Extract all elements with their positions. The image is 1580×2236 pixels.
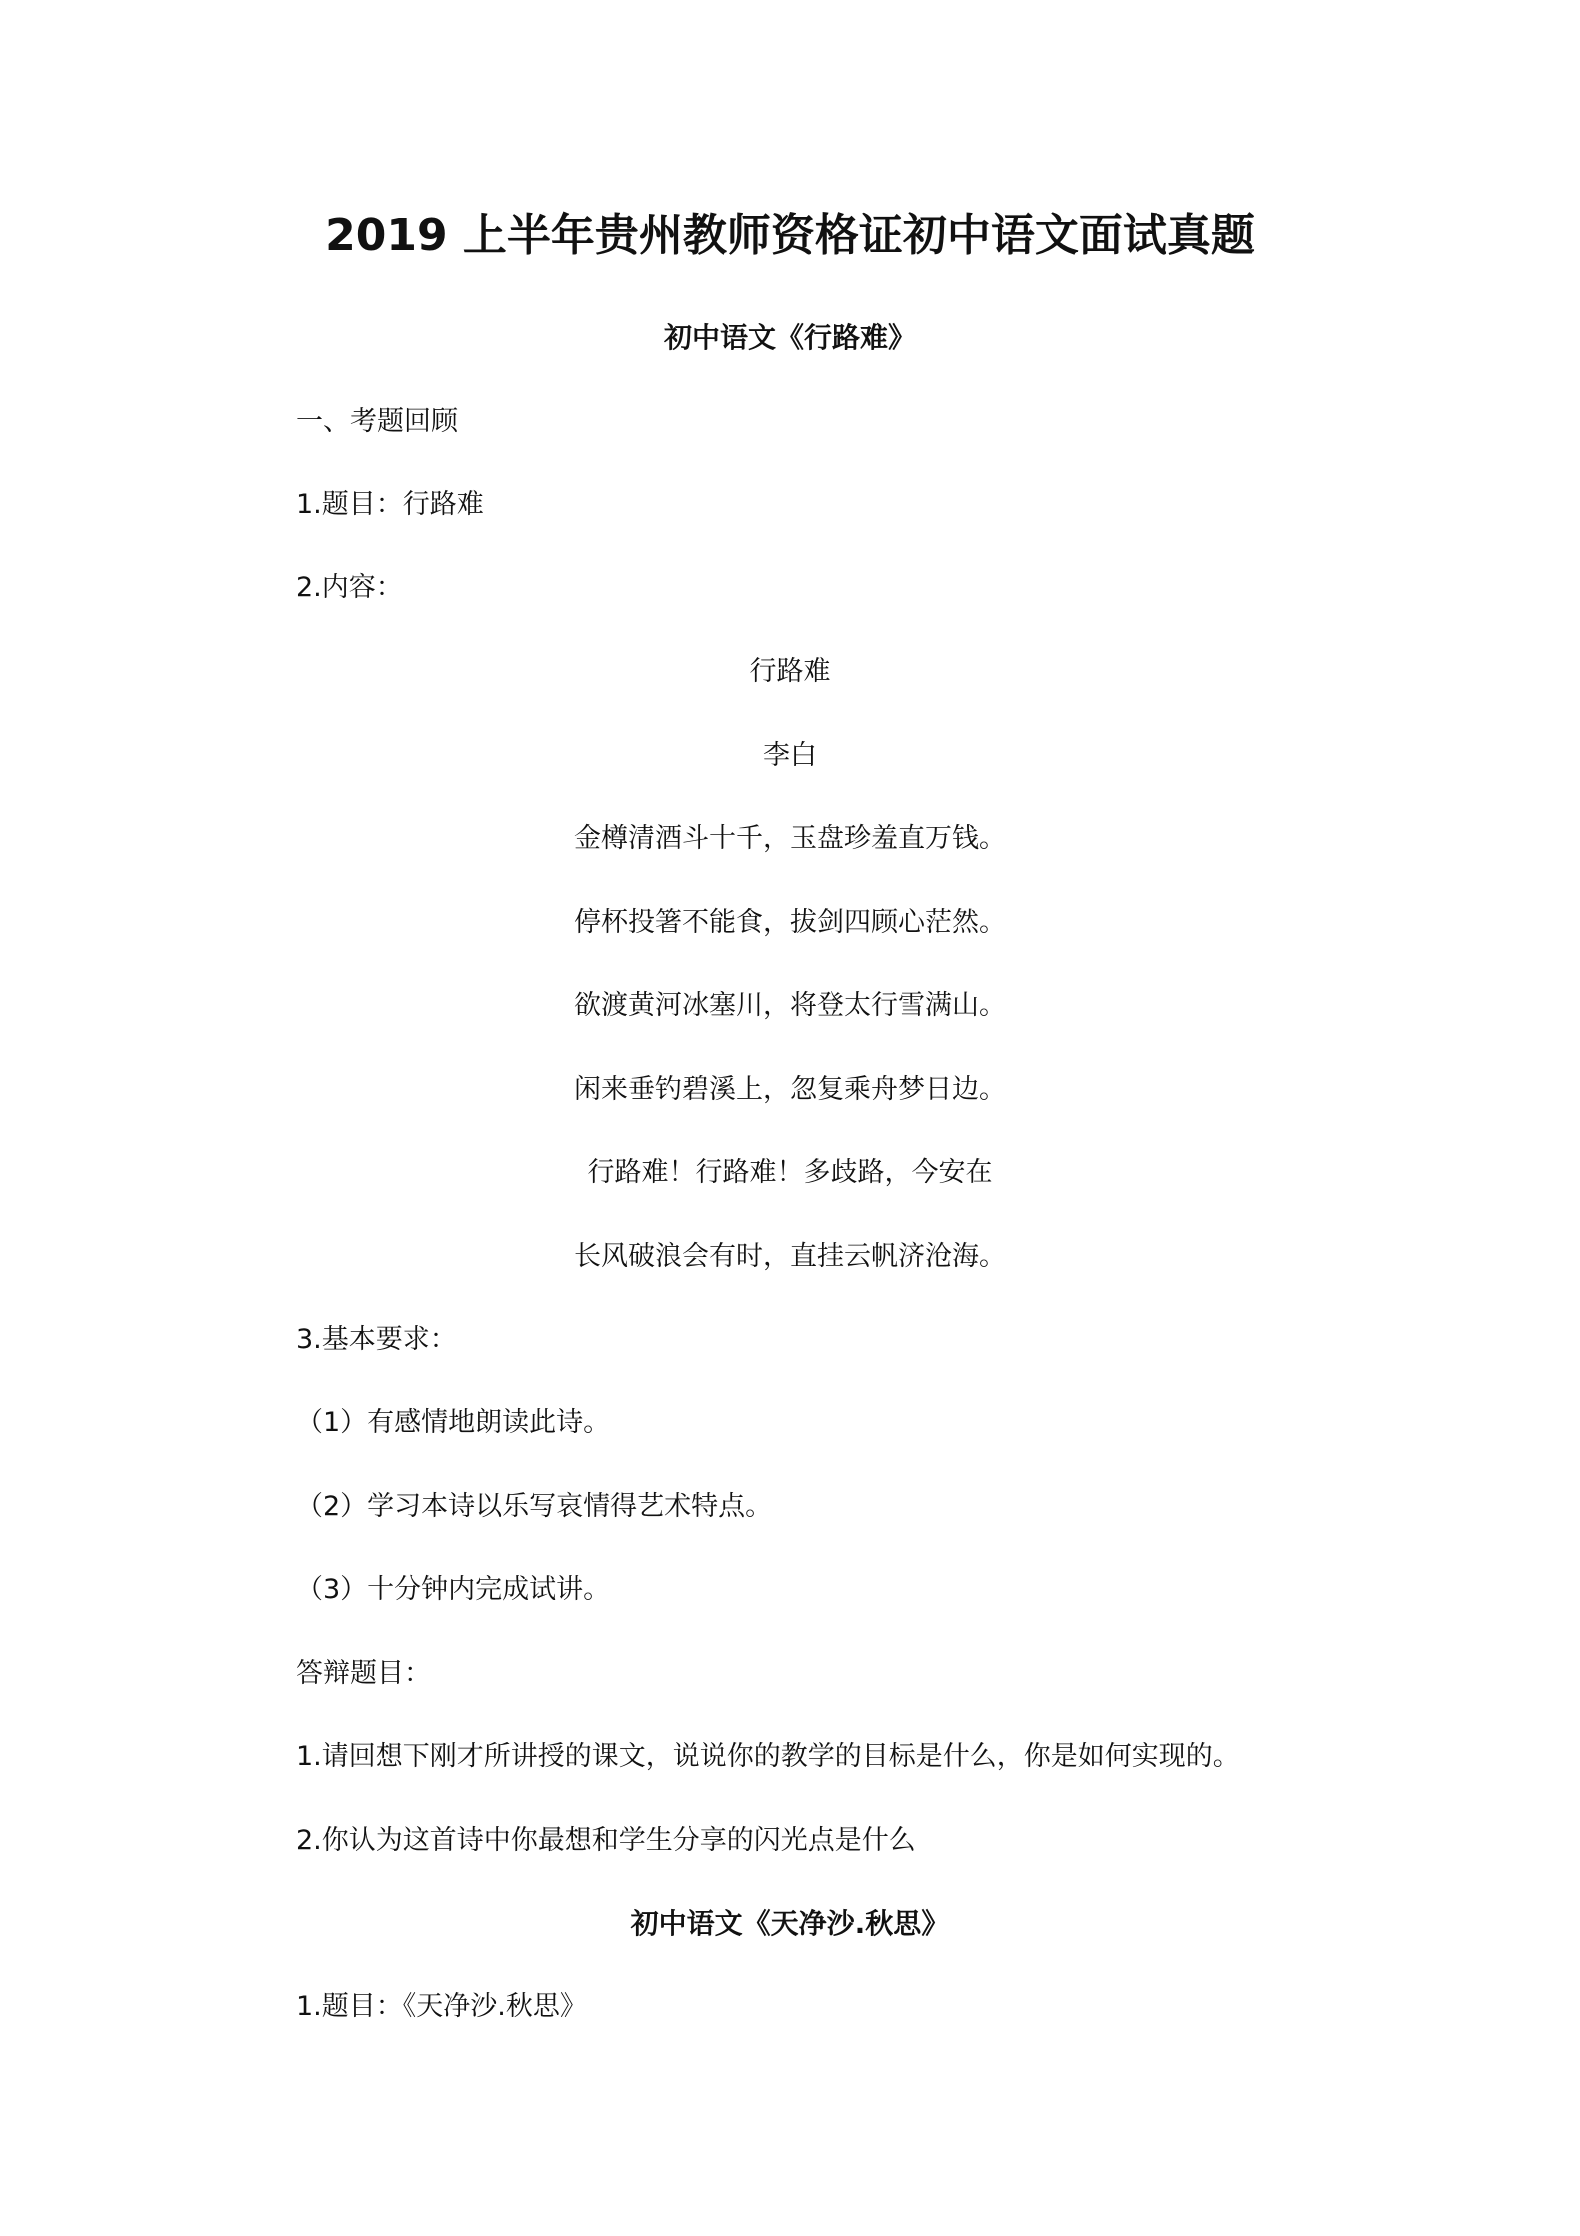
poem-line: 闲来垂钓碧溪上，忽复乘舟梦日边。	[574, 1074, 1006, 1105]
defense-question: 1.请回想下刚才所讲授的课文，说说你的教学的目标是什么，你是如何实现的。	[296, 1741, 1240, 1772]
section-heading-xinglunan: 初中语文《行路难》	[663, 321, 916, 354]
defense-question: 2.你认为这首诗中你最想和学生分享的闪光点是什么	[296, 1825, 916, 1856]
poem-line: 欲渡黄河冰塞川，将登太行雪满山。	[574, 990, 1006, 1021]
document-title: 2019 上半年贵州教师资格证初中语文面试真题	[325, 210, 1255, 261]
poem-author: 李白	[763, 740, 817, 771]
poem-line: 金樽清酒斗十千，玉盘珍羞直万钱。	[574, 823, 1006, 854]
poem-line: 停杯投箸不能食，拔剑四顾心茫然。	[574, 907, 1006, 938]
part-label-exam-review: 一、考题回顾	[296, 406, 458, 437]
item-topic-2: 1.题目：《天净沙.秋思》	[296, 1991, 587, 2022]
requirement-item: （1）有感情地朗读此诗。	[296, 1407, 611, 1438]
requirement-item: （3）十分钟内完成试讲。	[296, 1574, 611, 1605]
section-heading-tianjingsha: 初中语文《天净沙.秋思》	[630, 1907, 950, 1940]
poem-line: 行路难！行路难！多歧路，今安在	[587, 1157, 993, 1188]
poem-line: 长风破浪会有时，直挂云帆济沧海。	[574, 1241, 1006, 1272]
item-requirements-label: 3.基本要求：	[296, 1324, 457, 1355]
poem-title: 行路难	[749, 656, 831, 687]
requirement-item: （2）学习本诗以乐写哀情得艺术特点。	[296, 1491, 773, 1522]
item-topic: 1.题目：行路难	[296, 489, 484, 520]
item-content-label: 2.内容：	[296, 572, 403, 603]
defense-label: 答辩题目：	[296, 1658, 431, 1689]
